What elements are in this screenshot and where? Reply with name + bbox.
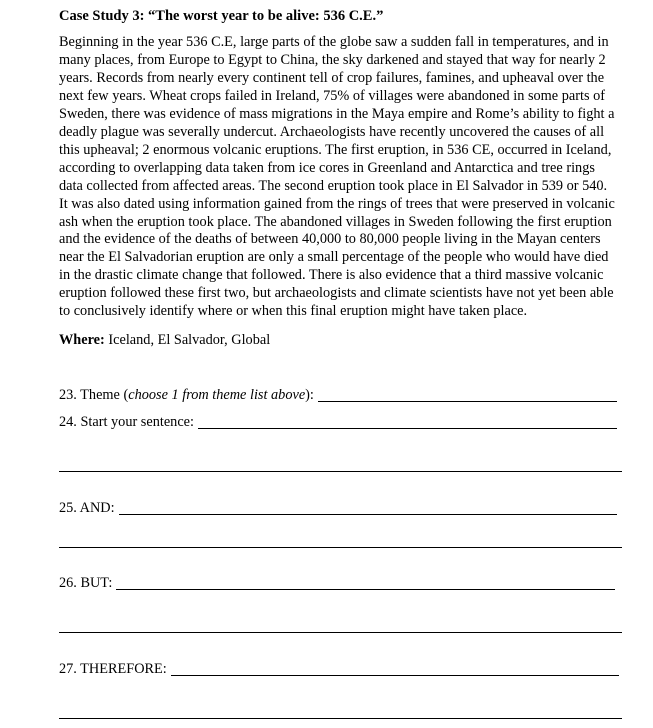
paragraph-line: eruption followed these first two, but archaeologists and climate scientists have not yet been able bbox=[59, 285, 614, 302]
question-25-extra-line[interactable] bbox=[59, 547, 622, 548]
case-study-title: Case Study 3: “The worst year to be alive: 536 C.E.” bbox=[59, 8, 384, 24]
worksheet-page bbox=[59, 6, 623, 349]
paragraph-line: and the evidence of the deaths of between 40,000 to 80,000 people living in the Mayan centers bbox=[59, 231, 601, 248]
paragraph-line: ash when the eruption took place. The abandoned villages in Sweden following the first eruption bbox=[59, 213, 612, 230]
paragraph-line: deadly plague was severally undercut. Archaeologists have recently uncovered the causes of all bbox=[59, 123, 605, 140]
paragraph-line: according to overlapping data taken from ice cores in Greenland and Antarctica and tree rings bbox=[59, 159, 595, 176]
question-27 bbox=[59, 660, 619, 678]
question-23-prefix: 23. Theme ( bbox=[59, 387, 129, 403]
question-23-suffix: ): bbox=[305, 387, 314, 403]
where-value: Iceland, El Salvador, Global bbox=[104, 332, 271, 349]
paragraph-line: next few years. Wheat crops failed in Ireland, 75% of villages were abandoned in some parts of bbox=[59, 87, 605, 104]
question-25-answer-line[interactable] bbox=[119, 514, 617, 515]
paragraph-line: years. Records from nearly every continent tell of crop failures, famines, and upheaval over the bbox=[59, 69, 605, 86]
question-25-label: 25. AND: bbox=[59, 500, 115, 516]
paragraph-line: near the El Salvadorian eruption are only a small percentage of the people who would have died bbox=[59, 249, 609, 266]
paragraph-line: data collected from affected areas. The second eruption took place in El Salvador in 539 or 540. bbox=[59, 177, 608, 194]
question-23-label bbox=[59, 386, 314, 404]
question-26-extra-line[interactable] bbox=[59, 632, 622, 633]
question-24-extra-line[interactable] bbox=[59, 471, 622, 472]
question-24 bbox=[59, 413, 617, 431]
paragraph-line: many places, from Europe to Egypt to China, the sky darkened and stayed that way for nearly 2 bbox=[59, 51, 606, 68]
paragraph-line: It was also dated using information gained from the rings of trees that were preserved in volcanic bbox=[59, 195, 615, 212]
question-23 bbox=[59, 386, 617, 404]
where-line bbox=[59, 331, 623, 349]
question-26 bbox=[59, 574, 615, 592]
paragraph-line: Beginning in the year 536 C.E, large parts of the globe saw a sudden fall in temperatures, and in bbox=[59, 34, 609, 50]
case-study-paragraph bbox=[59, 34, 623, 321]
paragraph-line: to conclusively identify where or when this final eruption might have taken place. bbox=[59, 303, 528, 320]
question-24-label: 24. Start your sentence: bbox=[59, 414, 194, 430]
question-27-answer-line[interactable] bbox=[171, 675, 619, 676]
question-24-answer-line[interactable] bbox=[198, 428, 617, 429]
question-26-answer-line[interactable] bbox=[116, 589, 615, 590]
question-23-answer-line[interactable] bbox=[318, 401, 617, 402]
question-23-italic: choose 1 from theme list above bbox=[128, 387, 306, 403]
question-27-extra-line[interactable] bbox=[59, 718, 622, 719]
paragraph-line: in the drastic climate change that followed. There is also evidence that a third massive volcanic bbox=[59, 267, 604, 284]
paragraph-line: Sweden, there was evidence of mass migrations in the Maya empire and Rome’s ability to fight a bbox=[59, 105, 615, 122]
question-25 bbox=[59, 499, 617, 517]
question-26-label: 26. BUT: bbox=[59, 575, 113, 591]
question-27-label: 27. THEREFORE: bbox=[59, 661, 167, 677]
paragraph-line: this upheaval; 2 enormous volcanic eruptions. The first eruption, in 536 CE, occurred in Iceland, bbox=[59, 141, 612, 158]
where-label: Where: bbox=[59, 332, 105, 349]
